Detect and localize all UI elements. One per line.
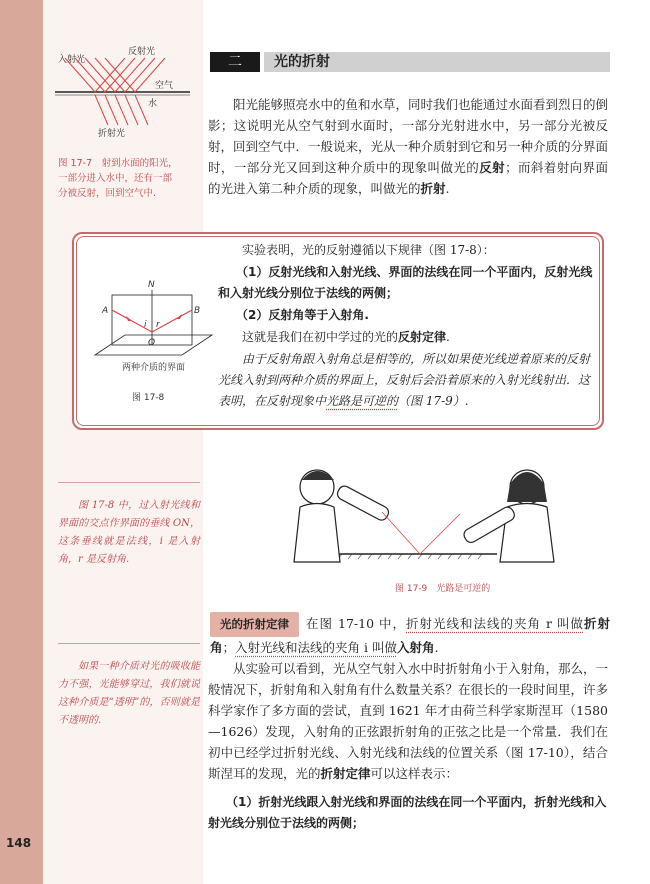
note-transparent-text: 如果一种介质对光的吸收能力不强，光能够穿过，我们就说这种介质是“透明”的，否则就是不透明的. bbox=[58, 661, 200, 726]
page-sidebar bbox=[0, 0, 43, 884]
term-incidence-angle: 入射角 bbox=[396, 640, 435, 655]
def-text: 在图 17-10 中， bbox=[305, 616, 407, 631]
figure-17-7 bbox=[50, 40, 200, 150]
snell-text: 从实验可以看到，光从空气射入水中时折射角小于入射角，那么，一般情况下，折射角和入射角有什么数量关系？在很长的一段时间里，许多科学家作了多方面的尝试，直到 1621 年才由荷兰科学家斯涅耳（1580—1626）发现，入射角的正弦跟折射角的正弦之比是一个常量．我们在初中已经学过折射光线、入射光线和法线的位置关系（图 17-10），结合斯涅耳的发现，光的 bbox=[208, 661, 609, 781]
label-incident: 入射光 bbox=[58, 55, 86, 65]
note-transparent-medium bbox=[58, 643, 200, 730]
reversible-path-illustration bbox=[282, 452, 562, 577]
snell-paragraph bbox=[208, 658, 608, 784]
intro-text-3: . bbox=[445, 181, 450, 196]
section-header bbox=[210, 52, 610, 72]
term-reflection-law: 反射定律 bbox=[398, 330, 447, 344]
refraction-law-tag: 光的折射定律 bbox=[210, 612, 299, 637]
term-refraction-law: 折射定律 bbox=[320, 766, 371, 781]
note-17-8-text: 图 17-8 中，过入射光线和界面的交点作界面的垂线 ON，这条垂线就是法线，i 是入射角，r 是反射角. bbox=[58, 500, 200, 565]
reflection-law-known bbox=[218, 327, 598, 348]
section-title: 光的折射 bbox=[264, 52, 610, 72]
figure-17-9-caption: 图 17-9 光路是可逆的 bbox=[395, 584, 491, 594]
page-number: 148 bbox=[6, 836, 32, 850]
reversible-text-end: （图 17-9）. bbox=[398, 394, 469, 408]
figure-17-8 bbox=[90, 280, 215, 390]
refraction-definition bbox=[210, 612, 610, 658]
label-A: A bbox=[102, 306, 109, 316]
intro-paragraph bbox=[208, 94, 608, 199]
intro-text-1: 阳光能够照亮水中的鱼和水草，同时我们也能通过水面看到烈日的倒影；这说明光从空气射到水面时，一部分光射进水中，另一部分光被反射，回到空气中．一般说来，光从一种介质射到它和另一种介质的分界面时，一部分光又回到这种介质中的现象叫做光的 bbox=[208, 97, 609, 175]
def-mid: ； bbox=[222, 640, 236, 655]
term-refraction: 折射 bbox=[420, 181, 446, 196]
law-intro: 实验表明，光的反射遵循以下规律（图 17-8）： bbox=[242, 243, 495, 257]
reflection-rule-2: （2）反射角等于入射角. bbox=[236, 308, 369, 322]
label-reflected: 反射光 bbox=[128, 47, 156, 57]
snell-text-end: 可以这样表示： bbox=[370, 766, 459, 781]
label-interface: 两种介质的界面 bbox=[122, 363, 186, 373]
figure-17-9 bbox=[282, 452, 562, 577]
reversible-emphasis: 光路是可逆的 bbox=[326, 394, 399, 408]
term-reflection: 反射 bbox=[479, 160, 506, 175]
reversible-paragraph bbox=[218, 349, 598, 412]
reflection-rule-1: （1）反射光线和入射光线、界面的法线在同一个平面内，反射光线和入射光线分别位于法线的两侧； bbox=[218, 265, 593, 300]
label-B: B bbox=[194, 306, 201, 316]
def-emphasis-2: 入射光线和法线的夹角 i 叫做 bbox=[235, 640, 397, 655]
reflection-law-diagram bbox=[90, 280, 215, 390]
refraction-rule-1: （1）折射光线跟入射光线和界面的法线在同一个平面内，折射光线和入射光线分别位于法线的两侧； bbox=[208, 795, 607, 830]
label-refracted: 折射光 bbox=[98, 129, 126, 139]
def-emphasis-1: 折射光线和法线的夹角 r 叫做 bbox=[406, 616, 584, 631]
label-air: 空气 bbox=[155, 81, 174, 91]
label-O: O bbox=[148, 338, 156, 348]
known-text-end: . bbox=[446, 330, 450, 344]
label-N: N bbox=[148, 280, 155, 290]
term-refraction-angle: 折射角 bbox=[210, 616, 610, 655]
def-end: . bbox=[434, 640, 439, 655]
label-water: 水 bbox=[148, 99, 158, 109]
figure-17-8-caption: 图 17-8 bbox=[132, 393, 165, 403]
section-number: 二 bbox=[210, 52, 260, 72]
known-text: 这就是我们在初中学过的光的 bbox=[242, 330, 399, 344]
reversible-text: 由于反射角跟入射角总是相等的，所以如果使光线逆着原来的反射光线入射到两种介质的界面上，反射后会沿着原来的入射光线射出．这表明，在反射现象中 bbox=[218, 352, 591, 408]
figure-17-7-caption: 图 17-7 射到水面的阳光，一部分进入水中，还有一部分被反射，回到空气中. bbox=[58, 158, 178, 199]
intro-text-2: ；而斜着射向界面的光进入第二种介质的现象，叫做光的 bbox=[208, 160, 608, 196]
note-figure-17-8 bbox=[58, 482, 200, 583]
label-i: i bbox=[144, 320, 147, 330]
label-r: r bbox=[156, 320, 160, 330]
